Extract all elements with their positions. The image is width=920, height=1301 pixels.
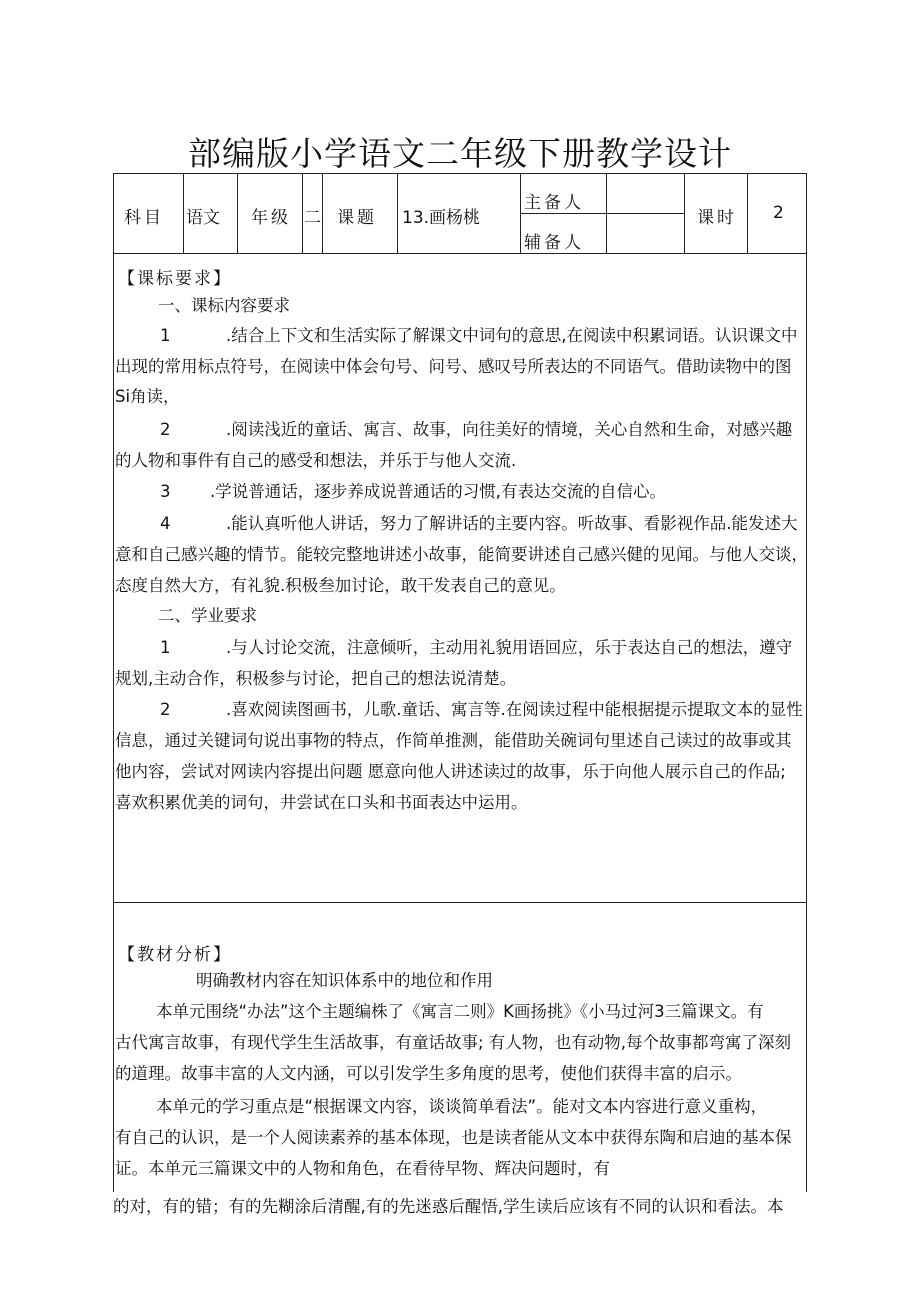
- col-divider: [684, 173, 685, 253]
- paragraph-line: 本单元的学习重点是“根据课文内容，谈谈简单看法”。能对文本内容进行意义重构，: [156, 1097, 768, 1116]
- paragraph-line: 本单元围绕“办法”这个主题编株了《寓言二则》K画扬挑》《小马过河3三篇课文。有: [156, 1002, 764, 1021]
- col-divider: [322, 173, 323, 253]
- hours-label: 课时: [697, 208, 737, 228]
- item-text: 规划,主动合作，积极参与讨论，把自己的想法说清楚。: [115, 669, 517, 688]
- material-heading: 【教材分析】: [118, 945, 232, 965]
- material-subheading: 明确教材内容在知识体系中的地位和作用: [196, 971, 493, 990]
- item-text: .与人讨论交流，注意倾听，主动用礼貌用语回应，乐于表达自己的想法，遵守: [226, 638, 793, 657]
- grade-value: 二: [304, 208, 321, 228]
- item-number: 2: [160, 700, 171, 719]
- col-divider: [397, 173, 398, 253]
- item-number: 1: [160, 638, 171, 657]
- item-text: .学说普通话，逐步养成说普通话的习惯,有表达交流的自信心。: [210, 482, 666, 501]
- item-text: .结合上下文和生活实际了解课文中词句的意思,在阅读中积累词语。认识课文中: [226, 326, 798, 345]
- assistant-preparer-label: 辅备人: [524, 233, 584, 253]
- item-text: .能认真听他人讲话，努力了解讲话的主要内容。听故事、看影视作品.能发述大: [226, 514, 798, 533]
- item-text: .喜欢阅读图画书，儿歌.童话、寓言等.在阅读过程中能根据提示提取文本的显性: [226, 700, 803, 719]
- paragraph-line: 有自己的认识，是一个人阅读素养的基本体现，也是读者能从文本中获得东陶和启迪的基本保: [115, 1128, 792, 1147]
- academic-subheading: 二、学业要求: [158, 606, 257, 625]
- subject-value: 语文: [186, 208, 220, 228]
- curriculum-heading: 【课标要求】: [118, 269, 232, 289]
- item-text: 信息，通过关键词句说出事物的特点，作简单推测，能借助关碗词句里述自己读过的故事或其: [115, 731, 792, 750]
- header-row-bottom: [113, 253, 807, 254]
- subject-label: 科目: [124, 208, 164, 228]
- paragraph-line: 古代寓言故事，有现代学生生活故事，有童话故事; 有人物，也有动物,每个故事都弯寓了深刻: [115, 1033, 792, 1052]
- item-number: 3: [160, 482, 171, 501]
- item-number: 4: [160, 514, 171, 533]
- preparer-divider: [520, 213, 684, 214]
- item-text: 的人物和事件有自己的感受和想法，并乐于与他人交流.: [115, 451, 517, 470]
- page-title: 部编版小学语文二年级下册教学设计: [188, 134, 732, 173]
- item-text: 意和自己感兴趣的情节。能较完整地讲述小故事，能简要讲述自己感兴健的见闻。与他人交谈，: [115, 545, 808, 564]
- topic-value: 13.画杨桃: [402, 208, 481, 228]
- col-divider: [237, 173, 238, 253]
- grade-label: 年级: [251, 208, 291, 228]
- paragraph-line: 的对，有的错；有的先糊涂后清醒,有的先迷惑后醒悟,学生读后应该有不同的认识和看法。本: [113, 1197, 784, 1216]
- item-number: 2: [160, 420, 171, 439]
- item-number: 1: [160, 326, 171, 345]
- item-text: 态度自然大方，有礼貌.积极叁加讨论，敢干发表自己的意见。: [115, 576, 566, 595]
- curriculum-subheading: 一、课标内容要求: [158, 296, 290, 315]
- hours-value: 2: [773, 203, 784, 223]
- main-preparer-label: 主备人: [524, 193, 584, 213]
- topic-label: 课题: [337, 208, 377, 228]
- item-text: .阅读浅近的童话、寓言、故事，向往美好的情境，关心自然和生命，对感兴趣: [226, 420, 793, 439]
- paragraph-line: 的道理。故事丰富的人文内涵，可以引发学生多角度的思考，使他们获得丰富的启示。: [115, 1064, 742, 1083]
- col-divider: [302, 173, 303, 253]
- col-divider: [183, 173, 184, 253]
- item-text: 喜欢积累优美的词句，井尝试在口头和书面表达中运用。: [115, 793, 528, 812]
- item-text: 他内容，尝试对网读内容提出问题 愿意向他人讲述读过的故事，乐于向他人展示自己的作品;: [115, 762, 786, 781]
- paragraph-line: 证。本单元三篇课文中的人物和角色，在看待早物、辉决问题时，有: [115, 1159, 610, 1178]
- item-text: Si角读，: [115, 387, 180, 406]
- col-divider: [747, 173, 748, 253]
- item-text: 出现的常用标点符号，在阅读中体会句号、问号、感叹号所表达的不同语气。借助读物中的图: [115, 357, 792, 376]
